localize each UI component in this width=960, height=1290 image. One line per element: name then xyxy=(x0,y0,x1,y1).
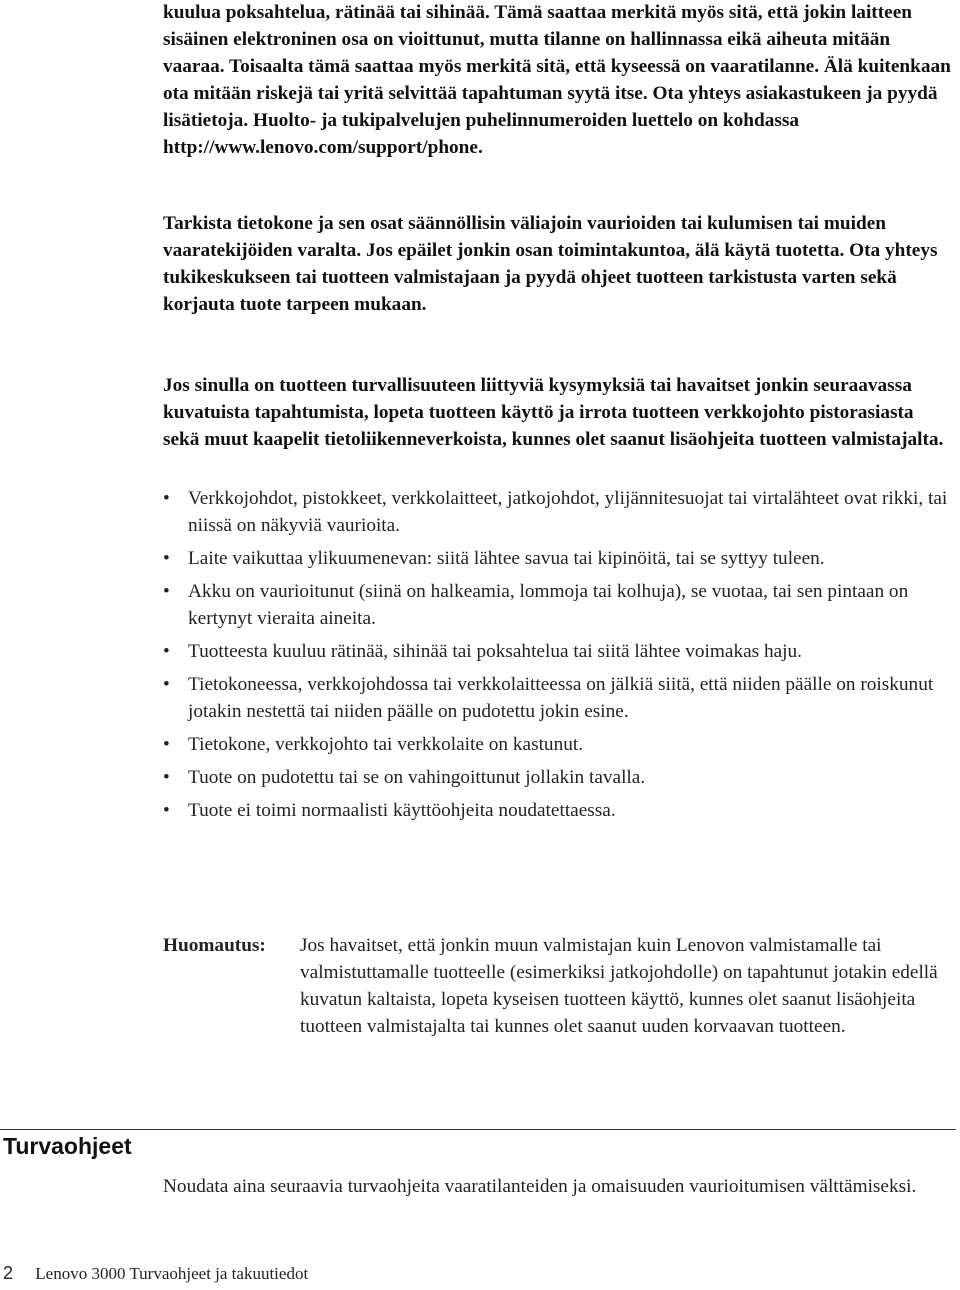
section-title: Turvaohjeet xyxy=(3,1133,132,1159)
hazard-list xyxy=(163,485,958,830)
intro-paragraph: kuulua poksahtelua, rätinää tai sihinää. Tämä saattaa merkitä myös sitä, että jokin laitteen sisäinen elektroninen osa on vioittunut, mutta tilanne on hallinnassa eikä aiheuta mitään vaaraa. Toisaalta tämä saattaa myös merkitä sitä, että kyseessä on vaaratilanne. Älä kuitenkaan ota mitään riskejä tai yritä selvittää tapahtuman syytä itse. Ota yhteys asiakastukeen ja pyydä lisätietoja. Huolto- ja tukipalvelujen puhelinnumeroiden luettelo on kohdassa http://www.lenovo.com/support/phone. xyxy=(163,2,951,158)
list-item: • Tietokoneessa, verkkojohdossa tai verkkolaitteessa on jälkiä siitä, että niiden päälle on roiskunut jotakin nestettä tai niiden päälle on pudotettu jokin esine. xyxy=(163,671,958,725)
list-item: • Tietokone, verkkojohto tai verkkolaite on kastunut. xyxy=(163,731,958,758)
page-number: 2 xyxy=(3,1263,14,1283)
bullet-icon: • xyxy=(163,767,170,788)
page-footer xyxy=(3,1263,308,1284)
list-item: • Tuote ei toimi normaalisti käyttöohjeita noudatettaessa. xyxy=(163,797,958,824)
list-item: • Verkkojohdot, pistokkeet, verkkolaitteet, jatkojohdot, ylijännitesuojat tai virtalähteet ovat rikki, tai niissä on näkyviä vaurioita. xyxy=(163,485,958,539)
bullet-icon: • xyxy=(163,581,170,602)
footer-title: Lenovo 3000 Turvaohjeet ja takuutiedot xyxy=(35,1264,309,1283)
safety-questions-paragraph: Jos sinulla on tuotteen turvallisuuteen liittyviä kysymyksiä tai havaitset jonkin seuraavassa kuvatuista tapahtumista, lopeta tuotteen käyttö ja irrota tuotteen verkkojohto pistorasiasta sekä muut kaapelit tietoliikenneverkoista, kunnes olet saanut lisäohjeita tuotteen valmistajalta. xyxy=(163,375,944,450)
section-intro-paragraph: Noudata aina seuraavia turvaohjeita vaaratilanteiden ja omaisuuden vaurioitumisen välttämiseksi. xyxy=(163,1176,917,1197)
note-block xyxy=(163,932,953,1040)
list-item: • Laite vaikuttaa ylikuumenevan: siitä lähtee savua tai kipinöitä, tai se syttyy tuleen. xyxy=(163,545,958,572)
bullet-icon: • xyxy=(163,488,170,509)
list-item: • Tuotteesta kuuluu rätinää, sihinää tai poksahtelua tai siitä lähtee voimakas haju. xyxy=(163,638,958,665)
bullet-icon: • xyxy=(163,734,170,755)
note-label: Huomautus: xyxy=(163,935,266,956)
note-text: Jos havaitset, että jonkin muun valmistajan kuin Lenovon valmistamalle tai valmistuttamalle tuotteelle (esimerkiksi jatkojohdolle) on tapahtunut jotakin edellä kuvatun kaltaista, lopeta kyseisen tuotteen käyttö, kunnes olet saanut lisäohjeita tuotteen valmistajalta tai kunnes olet saanut uuden korvaavan tuotteen. xyxy=(300,935,938,1037)
bullet-icon: • xyxy=(163,674,170,695)
inspection-paragraph: Tarkista tietokone ja sen osat säännöllisin väliajoin vaurioiden tai kulumisen tai muiden vaaratekijöiden varalta. Jos epäilet jonkin osan toimintakuntoa, älä käytä tuotetta. Ota yhteys tukikeskukseen tai tuotteen valmistajaan ja pyydä ohjeet tuotteen tarkistusta varten sekä korjauta tuote tarpeen mukaan. xyxy=(163,213,938,315)
bullet-icon: • xyxy=(163,641,170,662)
bullet-icon: • xyxy=(163,548,170,569)
list-item: • Tuote on pudotettu tai se on vahingoittunut jollakin tavalla. xyxy=(163,764,958,791)
section-divider xyxy=(0,1129,956,1130)
bullet-icon: • xyxy=(163,800,170,821)
list-item: • Akku on vaurioitunut (siinä on halkeamia, lommoja tai kolhuja), se vuotaa, tai sen pintaan on kertynyt vieraita aineita. xyxy=(163,578,958,632)
